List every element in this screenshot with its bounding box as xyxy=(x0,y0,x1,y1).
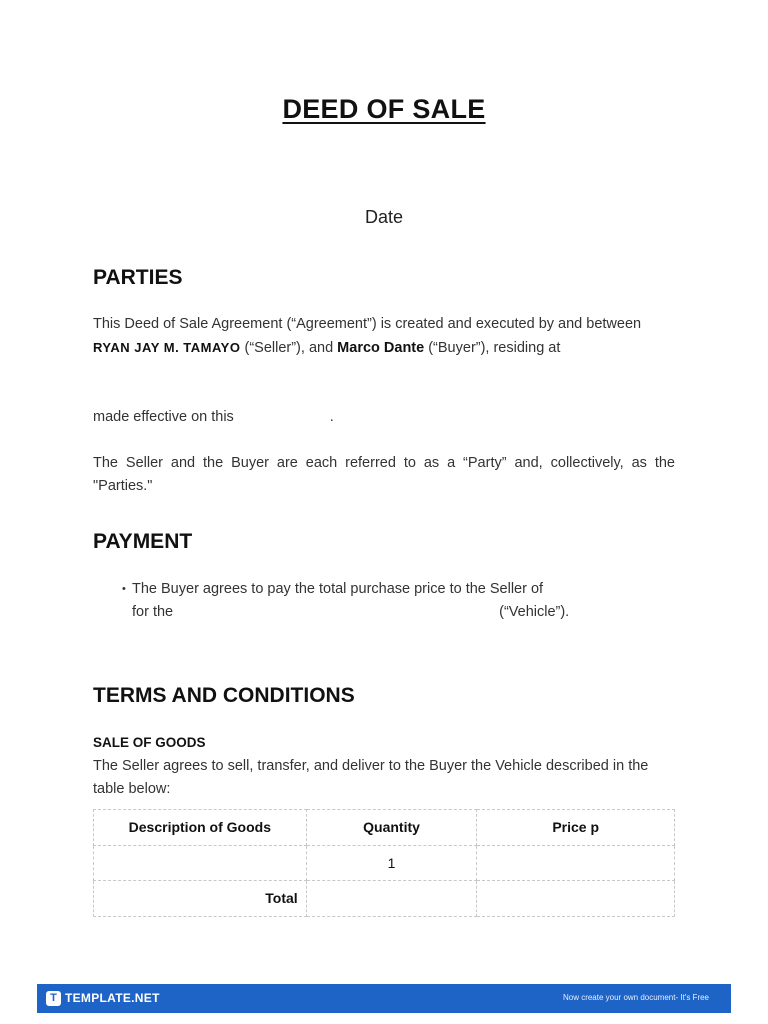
document-title: DEED OF SALE xyxy=(282,94,486,124)
total-price-cell xyxy=(477,881,675,917)
payment-line1: The Buyer agrees to pay the total purchase price to the Seller of xyxy=(132,581,544,597)
table-header-row xyxy=(94,810,675,846)
sale-of-goods-heading: SALE OF GOODS xyxy=(93,735,206,750)
total-quantity-cell xyxy=(306,881,477,917)
seller-suffix: (“Seller”), and xyxy=(240,340,338,356)
effective-text: made effective on this xyxy=(93,409,234,425)
header-description: Description of Goods xyxy=(94,810,307,846)
payment-line2-start: for the xyxy=(132,604,174,620)
seller-name: RYAN JAY M. TAMAYO xyxy=(93,340,241,355)
total-label: Total xyxy=(94,881,307,917)
table-total-row xyxy=(94,881,675,917)
footer-cta-link[interactable]: Now create your own document- It's Free xyxy=(562,993,709,1002)
effective-end: . xyxy=(329,409,334,425)
cell-description xyxy=(94,845,307,881)
header-quantity: Quantity xyxy=(306,810,477,846)
parties-intro-text: This Deed of Sale Agreement (“Agreement”) is created and executed by and between xyxy=(93,316,642,332)
goods-table xyxy=(93,809,675,917)
buyer-suffix: (“Buyer”), residing at xyxy=(424,340,561,356)
cell-quantity: 1 xyxy=(306,845,477,881)
table-row xyxy=(94,845,675,881)
payment-line2-end: (“Vehicle”). xyxy=(499,604,570,620)
parties-heading: PARTIES xyxy=(93,266,183,289)
template-logo-icon: T xyxy=(46,991,61,1006)
terms-heading: TERMS AND CONDITIONS xyxy=(93,684,355,707)
date-label: Date xyxy=(364,207,404,227)
header-price: Price p xyxy=(477,810,675,846)
buyer-name: Marco Dante xyxy=(337,340,425,356)
template-brand[interactable]: TEMPLATE.NET xyxy=(65,991,160,1005)
terms-body: The Seller agrees to sell, transfer, and deliver to the Buyer the Vehicle described in the table below: xyxy=(93,758,649,797)
payment-bullet xyxy=(122,578,592,624)
payment-heading: PAYMENT xyxy=(93,530,193,553)
effective-line xyxy=(93,406,675,429)
template-footer-banner[interactable] xyxy=(37,984,731,1013)
parties-intro xyxy=(93,313,675,360)
parties-definition: The Seller and the Buyer are each referred to as a “Party” and, collectively, as the "Parties." xyxy=(93,455,675,494)
cell-price xyxy=(477,845,675,881)
bullet-dot-icon: • xyxy=(122,583,126,595)
